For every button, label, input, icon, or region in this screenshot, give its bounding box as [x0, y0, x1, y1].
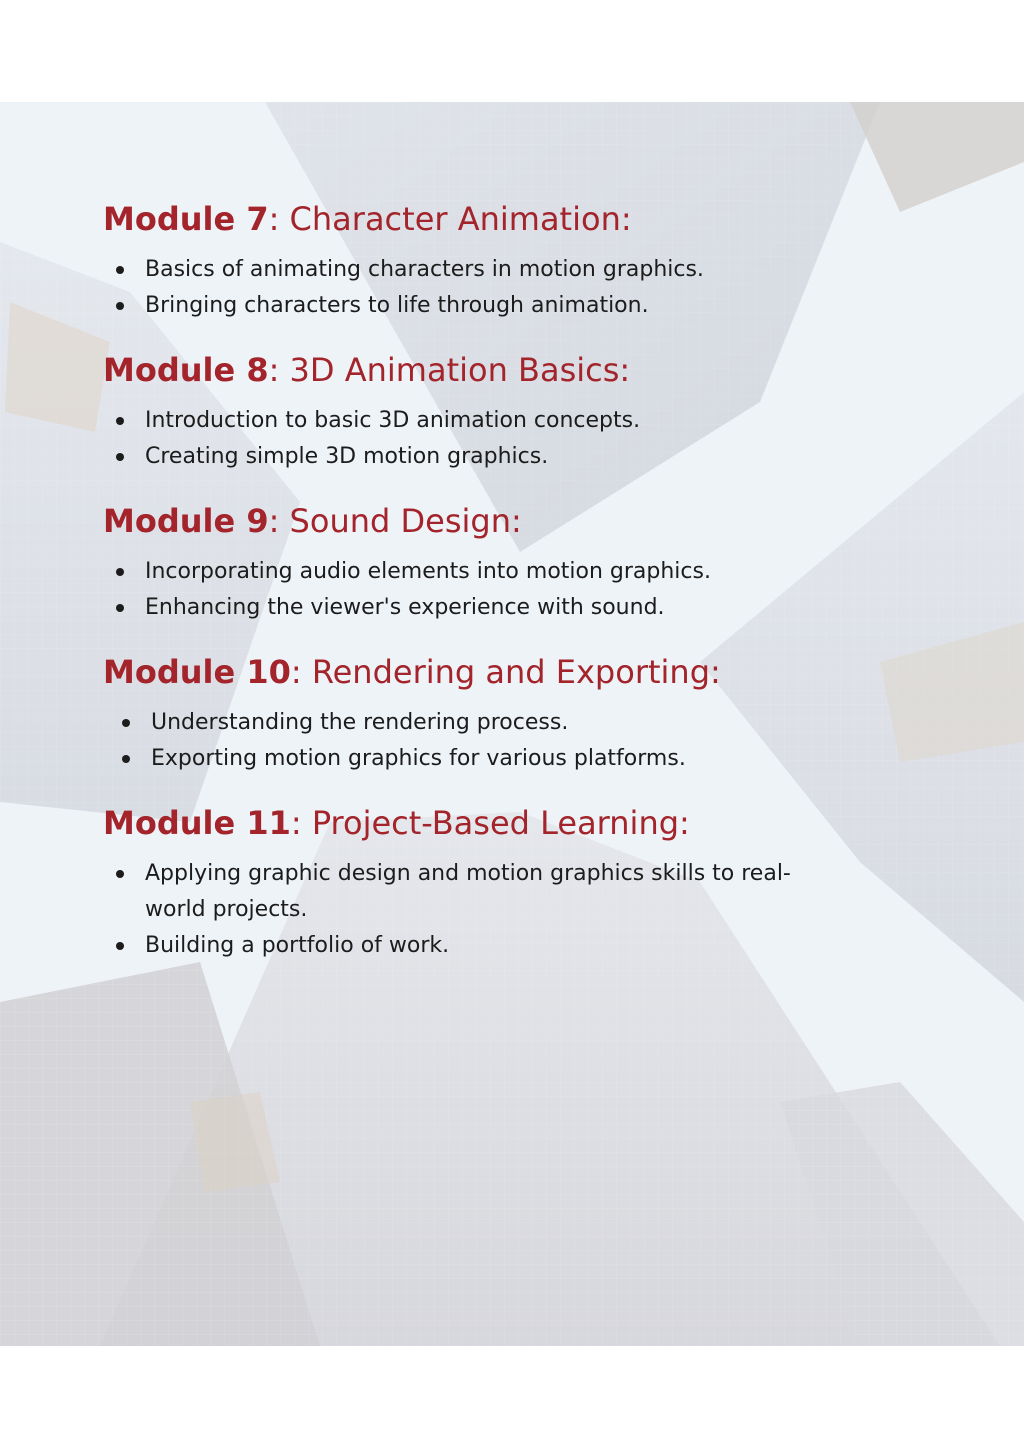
module-7-section — [103, 190, 903, 324]
list-item-text: Bringing characters to life through animation. — [145, 293, 649, 318]
bullet-dot-icon — [116, 417, 124, 425]
bullet-dot-icon — [122, 719, 130, 727]
module-11-label: Module 11 — [103, 804, 291, 842]
module-9-label: Module 9 — [103, 502, 269, 540]
module-7-title: : Character Animation: — [268, 200, 632, 238]
module-9-heading — [103, 492, 903, 550]
module-10-heading — [103, 643, 903, 701]
list-item-text: Creating simple 3D motion graphics. — [145, 444, 549, 469]
module-11-heading — [103, 794, 903, 852]
module-7-label: Module 7 — [103, 200, 269, 238]
list-item-text: Applying graphic design and motion graphics skills to real-world projects. — [145, 861, 791, 922]
module-8-title: : 3D Animation Basics: — [268, 351, 631, 389]
list-item — [151, 705, 903, 741]
list-item — [145, 252, 903, 288]
bullet-dot-icon — [116, 266, 124, 274]
module-11-bullets — [103, 856, 845, 964]
bullet-dot-icon — [116, 870, 124, 878]
list-item-text: Basics of animating characters in motion graphics. — [145, 257, 704, 282]
list-item-text: Understanding the rendering process. — [151, 710, 569, 735]
bullet-dot-icon — [116, 942, 124, 950]
list-item-text: Introduction to basic 3D animation concepts. — [145, 408, 641, 433]
list-item-text: Enhancing the viewer's experience with sound. — [145, 595, 665, 620]
module-8-bullets — [103, 403, 903, 475]
module-11-title: : Project-Based Learning: — [290, 804, 690, 842]
module-9-bullets — [103, 554, 903, 626]
module-9-title: : Sound Design: — [268, 502, 522, 540]
list-item — [145, 856, 845, 928]
list-item — [145, 590, 903, 626]
module-8-label: Module 8 — [103, 351, 269, 389]
module-7-bullets — [103, 252, 903, 324]
module-11-section — [103, 794, 903, 964]
module-list — [103, 190, 903, 964]
list-item — [145, 928, 845, 964]
list-item — [145, 288, 903, 324]
bullet-dot-icon — [116, 568, 124, 576]
module-10-label: Module 10 — [103, 653, 291, 691]
bullet-dot-icon — [116, 302, 124, 310]
list-item-text: Exporting motion graphics for various platforms. — [151, 746, 686, 771]
module-10-bullets — [103, 705, 903, 777]
list-item-text: Incorporating audio elements into motion graphics. — [145, 559, 711, 584]
bullet-dot-icon — [116, 604, 124, 612]
list-item — [145, 554, 903, 590]
bullet-dot-icon — [116, 453, 124, 461]
module-8-heading — [103, 341, 903, 399]
list-item-text: Building a portfolio of work. — [145, 933, 450, 958]
list-item — [145, 403, 903, 439]
module-10-title: : Rendering and Exporting: — [290, 653, 721, 691]
list-item — [145, 439, 903, 475]
module-8-section — [103, 341, 903, 475]
module-9-section — [103, 492, 903, 626]
module-10-section — [103, 643, 903, 777]
list-item — [151, 741, 903, 777]
module-7-heading — [103, 190, 903, 248]
bullet-dot-icon — [122, 755, 130, 763]
